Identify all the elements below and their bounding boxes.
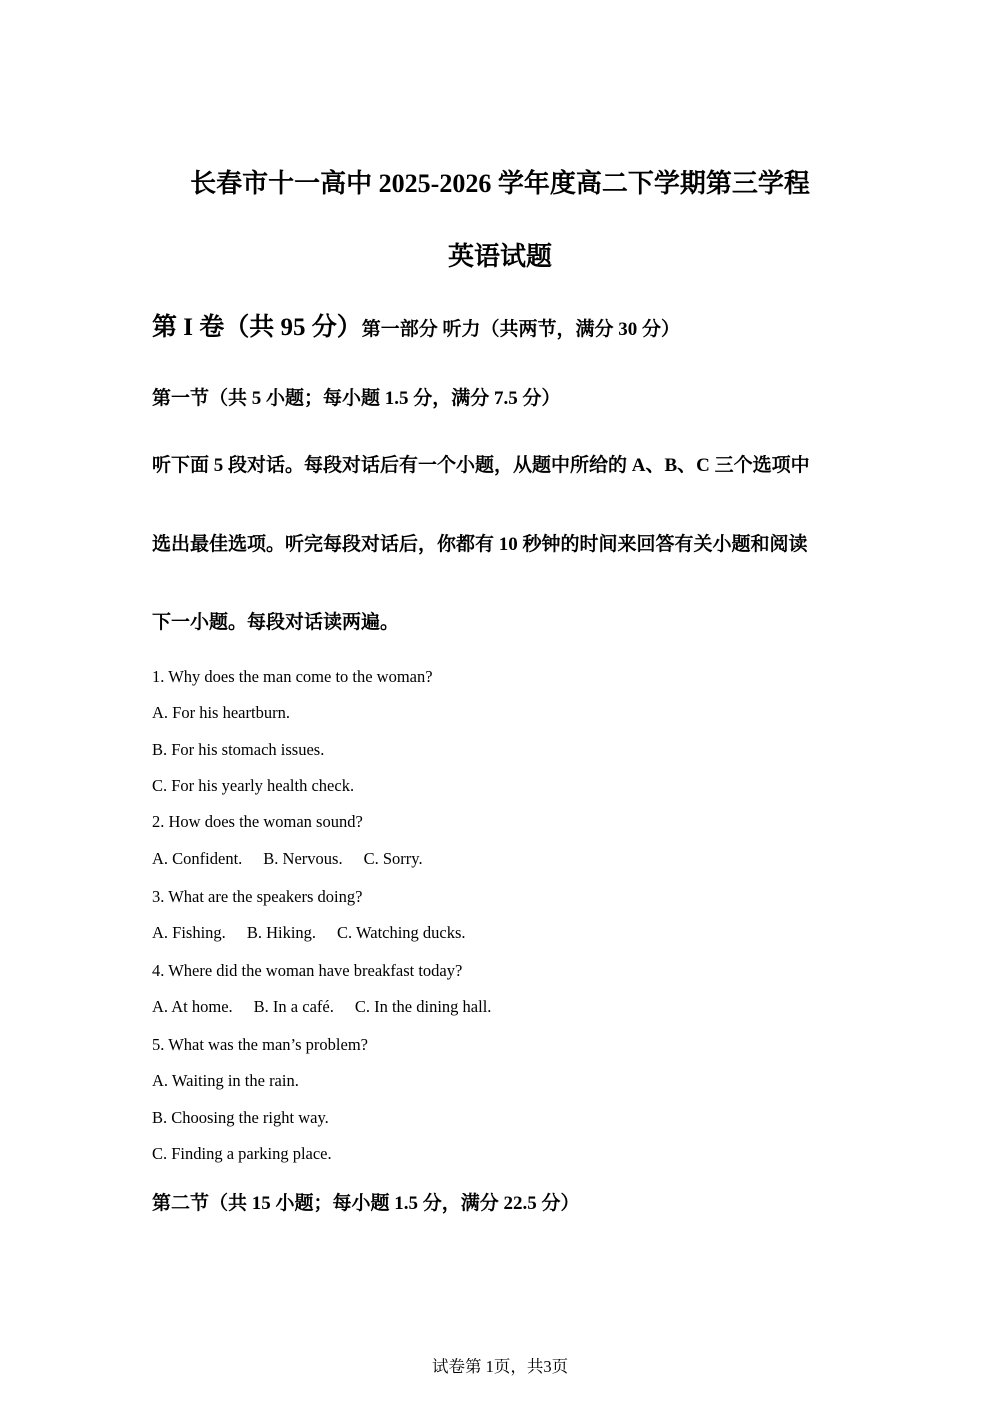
question-2-stem: 2. How does the woman sound? [152, 812, 363, 831]
question-4-option-b: B. In a café. [253, 997, 334, 1016]
question-4-stem: 4. Where did the woman have breakfast today? [152, 961, 463, 980]
part-heading: 第一部分 听力（共两节，满分 30 分） [361, 319, 680, 340]
question-5-option-c: C. Finding a parking place. [152, 1144, 332, 1163]
question-4-option-c: C. In the dining hall. [354, 997, 492, 1016]
question-5-stem: 5. What was the man’s problem? [152, 1035, 368, 1054]
instruction-line-2: 选出最佳选项。听完每段对话后，你都有 10 秒钟的时间来回答有关小题和阅读 [152, 534, 808, 555]
question-2-option-a: A. Confident. [152, 849, 243, 868]
question-1-option-b: B. For his stomach issues. [152, 740, 325, 759]
question-4-option-a: A. At home. [152, 997, 233, 1016]
question-3-stem: 3. What are the speakers doing? [152, 887, 363, 906]
question-3-option-b: B. Hiking. [246, 923, 317, 942]
question-4-options [152, 996, 491, 1018]
question-5-option-a: A. Waiting in the rain. [152, 1071, 299, 1090]
page-footer: 试卷第 1页，共3页 [431, 1357, 569, 1376]
question-3-option-a: A. Fishing. [152, 923, 226, 942]
question-1-stem: 1. Why does the man come to the woman? [152, 667, 433, 686]
exam-title: 长春市十一高中 2025-2026 学年度高二下学期第三学程 [190, 169, 810, 198]
question-2-option-c: C. Sorry. [363, 849, 423, 868]
section1-heading: 第一节（共 5 小题；每小题 1.5 分，满分 7.5 分） [152, 388, 561, 409]
instruction-line-3: 下一小题。每段对话读两遍。 [152, 612, 400, 633]
question-3-options [152, 922, 466, 944]
question-2-options [152, 848, 423, 870]
volume-label: 第 I 卷（共 95 分） [152, 314, 362, 341]
question-1-option-a: A. For his heartburn. [152, 703, 290, 722]
volume-heading [152, 312, 680, 346]
instruction-line-1: 听下面 5 段对话。每段对话后有一个小题，从题中所给的 A、B、C 三个选项中 [152, 455, 810, 476]
question-5-option-b: B. Choosing the right way. [152, 1108, 329, 1127]
question-2-option-b: B. Nervous. [263, 849, 343, 868]
exam-subject: 英语试题 [447, 242, 552, 271]
question-1-option-c: C. For his yearly health check. [152, 776, 355, 795]
section2-heading: 第二节（共 15 小题；每小题 1.5 分，满分 22.5 分） [152, 1193, 580, 1214]
question-3-option-c: C. Watching ducks. [337, 923, 466, 942]
